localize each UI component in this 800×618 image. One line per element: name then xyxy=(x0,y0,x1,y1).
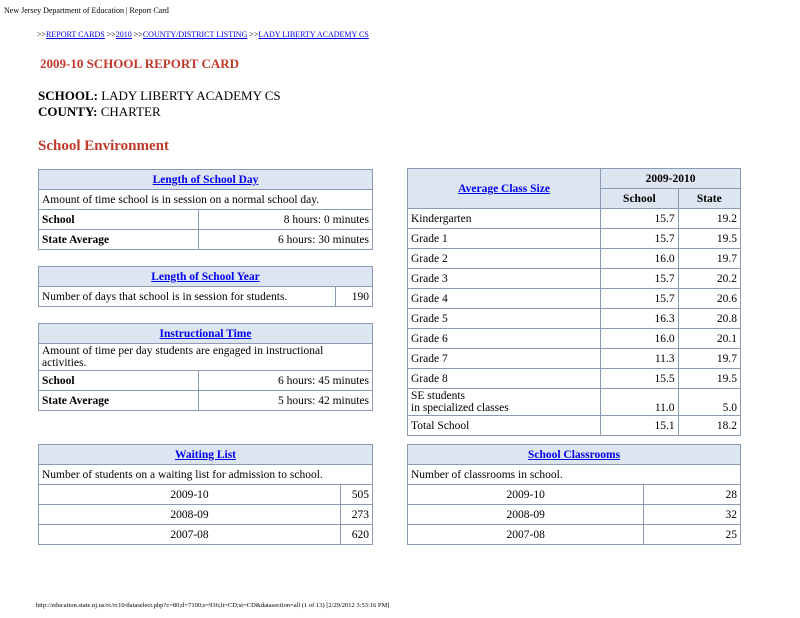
row-school: 16.3 xyxy=(601,309,678,329)
row-value: 25 xyxy=(644,525,741,545)
row-school: 15.7 xyxy=(601,209,678,229)
instr-time-table xyxy=(38,323,373,411)
row-grade: Grade 1 xyxy=(408,229,601,249)
row-grade: Grade 8 xyxy=(408,369,601,389)
table-row xyxy=(408,485,741,505)
row-year: 2009-10 xyxy=(408,485,644,505)
school-day-desc: Amount of time school is in session on a normal school day. xyxy=(39,190,373,210)
row-value: 8 hours: 0 minutes xyxy=(199,210,373,230)
school-year-value: 190 xyxy=(336,287,373,307)
breadcrumb-report-cards[interactable]: REPORT CARDS xyxy=(46,30,105,39)
table-row xyxy=(408,349,741,369)
table-row xyxy=(39,230,373,250)
row-grade-line1: SE students xyxy=(411,390,465,402)
waiting-list-title[interactable]: Waiting List xyxy=(39,445,373,465)
row-school: 11.0 xyxy=(601,389,678,416)
row-state: 19.5 xyxy=(678,369,740,389)
instr-time-desc: Amount of time per day students are engaged in instructional activities. xyxy=(39,344,373,371)
row-value: 620 xyxy=(341,525,373,545)
row-grade: Grade 6 xyxy=(408,329,601,349)
classrooms-title[interactable]: School Classrooms xyxy=(408,445,741,465)
row-school: 15.5 xyxy=(601,369,678,389)
row-school: 15.7 xyxy=(601,229,678,249)
table-row xyxy=(408,525,741,545)
row-value: 505 xyxy=(341,485,373,505)
row-grade: Grade 7 xyxy=(408,349,601,369)
row-school: 16.0 xyxy=(601,249,678,269)
row-year: 2008-09 xyxy=(408,505,644,525)
row-state: 20.1 xyxy=(678,329,740,349)
row-year: 2008-09 xyxy=(39,505,341,525)
breadcrumb-sep: >> xyxy=(37,30,47,39)
table-row xyxy=(408,329,741,349)
table-row xyxy=(408,289,741,309)
school-info xyxy=(38,88,281,120)
row-school: 15.1 xyxy=(601,416,678,436)
page-header: New Jersey Department of Education | Report Card xyxy=(4,6,169,15)
table-row xyxy=(39,391,373,411)
school-year-table xyxy=(38,266,373,307)
section-title: School Environment xyxy=(38,138,169,154)
breadcrumb-sep: >> xyxy=(133,30,143,39)
row-grade: Grade 3 xyxy=(408,269,601,289)
school-day-table xyxy=(38,169,373,250)
col-state: State xyxy=(678,189,740,209)
breadcrumb-school[interactable]: LADY LIBERTY ACADEMY CS xyxy=(258,30,369,39)
row-label: School xyxy=(39,210,199,230)
row-grade: Grade 4 xyxy=(408,289,601,309)
row-school: 11.3 xyxy=(601,349,678,369)
page-footer: http://education.state.nj.us/rc/rc10/dataselect.php?c=80;d=7100;s=936;lt=CD;st=CD&datasection=all (1 of 13) [2/29/2012 3:53:16 PM] xyxy=(36,602,390,609)
table-row xyxy=(408,505,741,525)
row-grade-line2: in specialized classes xyxy=(411,402,509,414)
table-row xyxy=(39,525,373,545)
school-year-title[interactable]: Length of School Year xyxy=(39,267,373,287)
row-grade: Total School xyxy=(408,416,601,436)
row-grade: Kindergarten xyxy=(408,209,601,229)
row-school: 15.7 xyxy=(601,269,678,289)
row-year: 2009-10 xyxy=(39,485,341,505)
breadcrumb-sep: >> xyxy=(106,30,116,39)
row-value: 6 hours: 45 minutes xyxy=(199,371,373,391)
school-year-desc: Number of days that school is in session for students. xyxy=(39,287,336,307)
row-state: 19.5 xyxy=(678,229,740,249)
row-grade: Grade 5 xyxy=(408,309,601,329)
table-row xyxy=(39,210,373,230)
table-row xyxy=(408,249,741,269)
table-row xyxy=(408,209,741,229)
row-value: 28 xyxy=(644,485,741,505)
breadcrumb-2010[interactable]: 2010 xyxy=(115,30,132,39)
county-name: CHARTER xyxy=(100,104,161,119)
school-day-title[interactable]: Length of School Day xyxy=(39,170,373,190)
row-grade xyxy=(408,389,601,416)
table-row xyxy=(408,416,741,436)
waiting-list-table xyxy=(38,444,373,545)
table-row xyxy=(408,309,741,329)
row-value: 32 xyxy=(644,505,741,525)
table-row xyxy=(408,389,741,416)
table-row xyxy=(39,371,373,391)
table-row xyxy=(39,505,373,525)
row-state: 18.2 xyxy=(678,416,740,436)
county-label: COUNTY: xyxy=(38,104,98,119)
table-row xyxy=(408,369,741,389)
row-state: 20.2 xyxy=(678,269,740,289)
row-state: 19.7 xyxy=(678,349,740,369)
breadcrumb-county-listing[interactable]: COUNTY/DISTRICT LISTING xyxy=(142,30,248,39)
row-value: 6 hours: 30 minutes xyxy=(199,230,373,250)
col-school: School xyxy=(601,189,678,209)
table-row xyxy=(39,485,373,505)
row-value: 5 hours: 42 minutes xyxy=(199,391,373,411)
row-state: 5.0 xyxy=(678,389,740,416)
school-label: SCHOOL: xyxy=(38,88,98,103)
page-title: 2009-10 SCHOOL REPORT CARD xyxy=(40,56,240,71)
classrooms-desc: Number of classrooms in school. xyxy=(408,465,741,485)
row-year: 2007-08 xyxy=(408,525,644,545)
row-label: State Average xyxy=(39,391,199,411)
table-row xyxy=(408,229,741,249)
school-name: LADY LIBERTY ACADEMY CS xyxy=(101,88,281,103)
waiting-list-desc: Number of students on a waiting list for admission to school. xyxy=(39,465,373,485)
table-row xyxy=(408,269,741,289)
breadcrumb-sep: >> xyxy=(249,30,259,39)
row-state: 20.6 xyxy=(678,289,740,309)
row-state: 19.2 xyxy=(678,209,740,229)
row-label: School xyxy=(39,371,199,391)
row-school: 15.7 xyxy=(601,289,678,309)
row-grade: Grade 2 xyxy=(408,249,601,269)
row-value: 273 xyxy=(341,505,373,525)
class-size-title[interactable]: Average Class Size xyxy=(408,169,601,209)
breadcrumb xyxy=(37,30,369,39)
instr-time-title[interactable]: Instructional Time xyxy=(39,324,373,344)
classrooms-table xyxy=(407,444,741,545)
row-year: 2007-08 xyxy=(39,525,341,545)
row-state: 20.8 xyxy=(678,309,740,329)
class-size-year: 2009-2010 xyxy=(601,169,741,189)
row-label: State Average xyxy=(39,230,199,250)
row-state: 19.7 xyxy=(678,249,740,269)
row-school: 16.0 xyxy=(601,329,678,349)
class-size-table xyxy=(407,168,741,436)
